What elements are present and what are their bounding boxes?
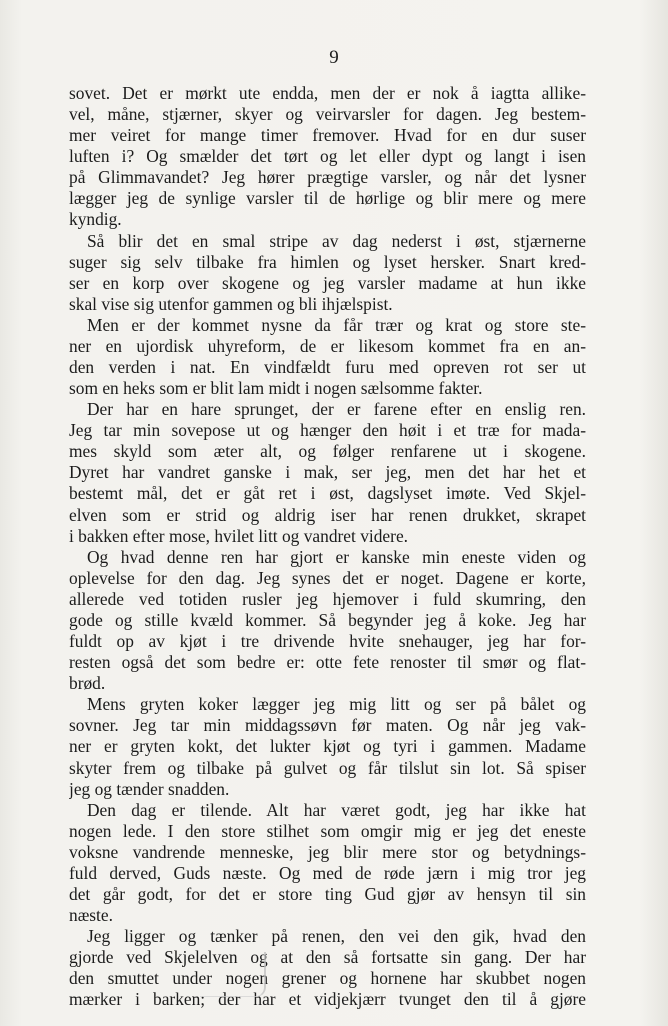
text-line: ner er gryten kokt, det lukter kjøt og tyri i gammen. Madame	[69, 736, 586, 757]
text-line: gjorde ved Skjelelven og at den så fortsatte sin gang. Der har	[69, 947, 586, 968]
text-line: bestemt mål, det er gåt ret i øst, dagslyset imøte. Ved Skjel-	[69, 483, 586, 504]
text-line: fuld derved, Guds næste. Og med de røde jærn i mig tror jeg	[69, 862, 586, 883]
text-line: Mens gryten koker lægger jeg mig litt og ser på bålet og	[87, 694, 586, 715]
text-line: voksne vandrende menneske, jeg blir mere stor og betydnings-	[69, 841, 586, 862]
text-line: Og hvad denne ren har gjort er kanske min eneste viden og	[87, 546, 586, 567]
text-line: elven som er strid og aldrig iser har renen drukket, skrapet	[69, 504, 586, 525]
text-line: i bakken efter mose, hvilet litt og vandret videre.	[69, 525, 409, 546]
text-line: som en heks som er blit lam midt i nogen sælsomme fakter.	[69, 378, 483, 399]
text-line: jeg og tænder snadden.	[69, 778, 230, 799]
text-line: sovner. Jeg tar min middagssøvn før maten. Og når jeg vak-	[69, 715, 586, 736]
text-line: Jeg tar min sovepose ut og hænger den høit i et træ for mada-	[69, 420, 586, 441]
text-line: kyndig.	[69, 209, 122, 230]
page-number: 9	[329, 47, 339, 68]
text-line: næste.	[69, 905, 113, 926]
text-line: skyter frem og tilbake på gulvet og får tilslut sin lot. Så spiser	[69, 757, 586, 778]
text-line: mes skyld som æter alt, og følger renfarene ut i skogene.	[69, 441, 586, 462]
text-line: lægger jeg de synlige varsler til de hørlige og blir mere og mere	[69, 188, 586, 209]
text-line: den smuttet under nogen grener og hornene har skubbet nogen	[69, 968, 586, 989]
text-line: Dyret har vandret ganske i mak, ser jeg, men det har het et	[69, 462, 586, 483]
text-line: på Glimmavandet? Jeg hører prægtige varsler, og når det lysner	[69, 167, 586, 188]
text-line: den verden i nat. En vindfældt furu med opreven rot ser ut	[69, 357, 586, 378]
text-line: suger sig selv tilbake fra himlen og lyset hersker. Snart kred-	[69, 251, 586, 272]
text-line: Men er der kommet nysne da får trær og krat og store ste-	[87, 314, 586, 335]
text-line: det går godt, for det er store ting Gud gjør av hensyn til sin	[69, 883, 586, 904]
text-line: Der har en hare sprunget, der er farene efter en enslig ren.	[87, 399, 586, 420]
text-line: Den dag er tilende. Alt har været godt, jeg har ikke hat	[87, 799, 586, 820]
text-line: luften i? Og smælder det tørt og let eller dypt og langt i isen	[69, 146, 586, 167]
text-line: ser en korp over skogene og jeg varsler madame at hun ikke	[69, 272, 586, 293]
text-line: gode og stille kvæld kommer. Så begynder jeg å koke. Jeg har	[69, 609, 586, 630]
body-text	[69, 83, 586, 1010]
text-line: Jeg ligger og tænker på renen, den vei den gik, hvad den	[87, 926, 586, 947]
text-line: oplevelse for den dag. Jeg synes det er noget. Dagene er korte,	[69, 567, 586, 588]
text-line: brød.	[69, 673, 106, 694]
text-line: skal vise sig utenfor gammen og bli ihjælspist.	[69, 293, 393, 314]
text-line: ner en ujordisk uhyreform, de er likesom kommet fra en an-	[69, 335, 586, 356]
text-line: fuldt op av kjøt i tre drivende hvite snehauger, jeg har for-	[69, 631, 586, 652]
text-line: sovet. Det er mørkt ute endda, men der er nok å iagtta allike-	[69, 83, 586, 103]
text-line: mer veiret for mange timer fremover. Hvad for en dur suser	[69, 125, 586, 146]
text-line: allerede ved totiden rusler jeg hjemover i fuld skumring, den	[69, 588, 586, 609]
text-line: mærker i barken; der har et vidjekjærr tvunget den til å gjøre	[69, 989, 586, 1010]
scan-mark	[200, 952, 266, 997]
text-line: vel, måne, stjærner, skyer og veirvarsler for dagen. Jeg bestem-	[69, 104, 586, 125]
text-line: Så blir det en smal stripe av dag nederst i øst, stjærnerne	[87, 230, 586, 251]
text-line: resten også det som bedre er: otte fete renoster til smør og flat-	[69, 652, 586, 673]
text-line: nogen lede. I den store stilhet som omgir mig er jeg det eneste	[69, 820, 586, 841]
